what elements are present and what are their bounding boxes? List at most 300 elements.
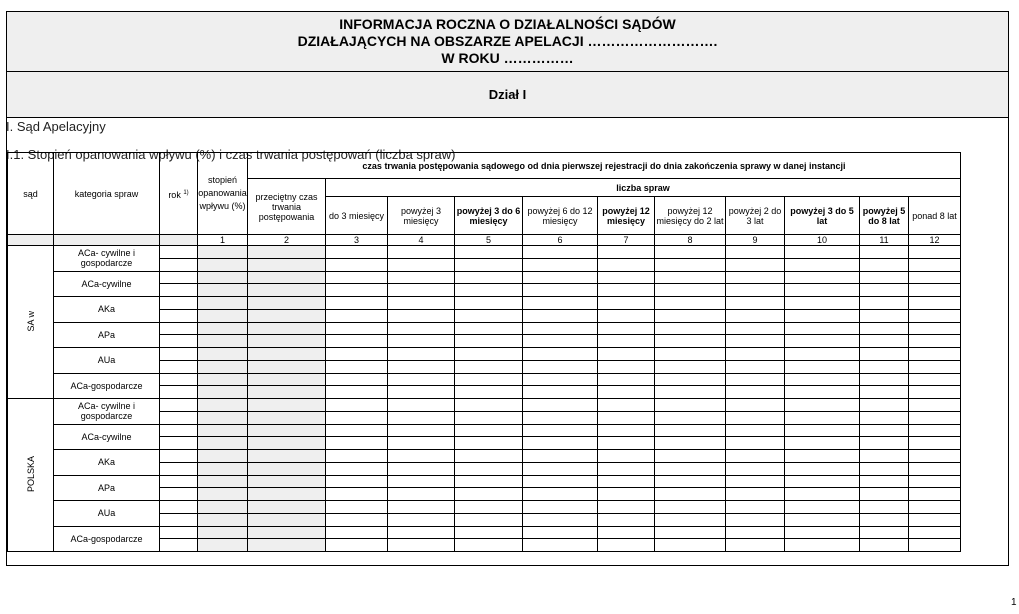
data-cell[interactable] bbox=[523, 462, 598, 475]
data-cell[interactable] bbox=[785, 373, 860, 386]
data-cell[interactable] bbox=[655, 360, 726, 373]
data-cell[interactable] bbox=[388, 399, 455, 412]
data-cell[interactable] bbox=[785, 411, 860, 424]
data-cell[interactable] bbox=[248, 462, 326, 475]
data-cell[interactable] bbox=[326, 322, 388, 335]
data-cell[interactable] bbox=[523, 246, 598, 259]
data-cell[interactable] bbox=[523, 424, 598, 437]
data-cell[interactable] bbox=[860, 335, 909, 348]
data-cell[interactable] bbox=[388, 526, 455, 539]
data-cell[interactable] bbox=[785, 246, 860, 259]
data-cell[interactable] bbox=[160, 284, 198, 297]
data-cell[interactable] bbox=[860, 297, 909, 310]
data-cell[interactable] bbox=[248, 501, 326, 514]
data-cell[interactable] bbox=[785, 271, 860, 284]
data-cell[interactable] bbox=[860, 539, 909, 552]
data-cell[interactable] bbox=[726, 284, 785, 297]
data-cell[interactable] bbox=[160, 258, 198, 271]
data-cell[interactable] bbox=[655, 539, 726, 552]
data-cell[interactable] bbox=[726, 437, 785, 450]
data-cell[interactable] bbox=[326, 258, 388, 271]
data-cell[interactable] bbox=[909, 360, 961, 373]
data-cell[interactable] bbox=[198, 437, 248, 450]
data-cell[interactable] bbox=[326, 437, 388, 450]
data-cell[interactable] bbox=[160, 437, 198, 450]
data-cell[interactable] bbox=[523, 513, 598, 526]
data-cell[interactable] bbox=[655, 437, 726, 450]
data-cell[interactable] bbox=[655, 411, 726, 424]
data-cell[interactable] bbox=[909, 322, 961, 335]
data-cell[interactable] bbox=[326, 360, 388, 373]
data-cell[interactable] bbox=[160, 462, 198, 475]
data-cell[interactable] bbox=[860, 526, 909, 539]
data-cell[interactable] bbox=[523, 335, 598, 348]
data-cell[interactable] bbox=[860, 360, 909, 373]
data-cell[interactable] bbox=[598, 386, 655, 399]
data-cell[interactable] bbox=[785, 309, 860, 322]
data-cell[interactable] bbox=[248, 271, 326, 284]
data-cell[interactable] bbox=[909, 475, 961, 488]
data-cell[interactable] bbox=[455, 450, 523, 463]
data-cell[interactable] bbox=[860, 322, 909, 335]
data-cell[interactable] bbox=[523, 386, 598, 399]
data-cell[interactable] bbox=[785, 462, 860, 475]
data-cell[interactable] bbox=[388, 386, 455, 399]
data-cell[interactable] bbox=[198, 360, 248, 373]
data-cell[interactable] bbox=[785, 348, 860, 361]
data-cell[interactable] bbox=[326, 335, 388, 348]
data-cell[interactable] bbox=[523, 437, 598, 450]
data-cell[interactable] bbox=[860, 424, 909, 437]
data-cell[interactable] bbox=[860, 462, 909, 475]
data-cell[interactable] bbox=[248, 360, 326, 373]
data-cell[interactable] bbox=[726, 450, 785, 463]
data-cell[interactable] bbox=[523, 411, 598, 424]
data-cell[interactable] bbox=[160, 526, 198, 539]
data-cell[interactable] bbox=[598, 411, 655, 424]
data-cell[interactable] bbox=[909, 424, 961, 437]
data-cell[interactable] bbox=[248, 450, 326, 463]
data-cell[interactable] bbox=[785, 488, 860, 501]
data-cell[interactable] bbox=[598, 437, 655, 450]
data-cell[interactable] bbox=[655, 450, 726, 463]
data-cell[interactable] bbox=[388, 513, 455, 526]
data-cell[interactable] bbox=[726, 513, 785, 526]
data-cell[interactable] bbox=[909, 335, 961, 348]
data-cell[interactable] bbox=[598, 450, 655, 463]
data-cell[interactable] bbox=[198, 501, 248, 514]
data-cell[interactable] bbox=[860, 501, 909, 514]
data-cell[interactable] bbox=[248, 386, 326, 399]
data-cell[interactable] bbox=[860, 399, 909, 412]
data-cell[interactable] bbox=[388, 284, 455, 297]
data-cell[interactable] bbox=[909, 539, 961, 552]
data-cell[interactable] bbox=[326, 501, 388, 514]
data-cell[interactable] bbox=[726, 271, 785, 284]
data-cell[interactable] bbox=[455, 360, 523, 373]
data-cell[interactable] bbox=[198, 450, 248, 463]
data-cell[interactable] bbox=[726, 360, 785, 373]
data-cell[interactable] bbox=[160, 399, 198, 412]
data-cell[interactable] bbox=[248, 348, 326, 361]
data-cell[interactable] bbox=[198, 258, 248, 271]
data-cell[interactable] bbox=[785, 501, 860, 514]
data-cell[interactable] bbox=[785, 424, 860, 437]
data-cell[interactable] bbox=[248, 399, 326, 412]
data-cell[interactable] bbox=[726, 373, 785, 386]
data-cell[interactable] bbox=[198, 526, 248, 539]
data-cell[interactable] bbox=[388, 450, 455, 463]
data-cell[interactable] bbox=[785, 450, 860, 463]
data-cell[interactable] bbox=[860, 411, 909, 424]
data-cell[interactable] bbox=[909, 246, 961, 259]
data-cell[interactable] bbox=[523, 309, 598, 322]
data-cell[interactable] bbox=[198, 488, 248, 501]
data-cell[interactable] bbox=[388, 373, 455, 386]
data-cell[interactable] bbox=[726, 424, 785, 437]
data-cell[interactable] bbox=[909, 297, 961, 310]
data-cell[interactable] bbox=[860, 309, 909, 322]
data-cell[interactable] bbox=[388, 424, 455, 437]
data-cell[interactable] bbox=[726, 475, 785, 488]
data-cell[interactable] bbox=[655, 297, 726, 310]
data-cell[interactable] bbox=[655, 399, 726, 412]
data-cell[interactable] bbox=[198, 386, 248, 399]
data-cell[interactable] bbox=[860, 488, 909, 501]
data-cell[interactable] bbox=[726, 411, 785, 424]
data-cell[interactable] bbox=[785, 399, 860, 412]
data-cell[interactable] bbox=[655, 246, 726, 259]
data-cell[interactable] bbox=[909, 373, 961, 386]
data-cell[interactable] bbox=[598, 424, 655, 437]
data-cell[interactable] bbox=[655, 475, 726, 488]
data-cell[interactable] bbox=[455, 437, 523, 450]
data-cell[interactable] bbox=[523, 271, 598, 284]
data-cell[interactable] bbox=[909, 526, 961, 539]
data-cell[interactable] bbox=[909, 309, 961, 322]
data-cell[interactable] bbox=[388, 271, 455, 284]
data-cell[interactable] bbox=[598, 246, 655, 259]
data-cell[interactable] bbox=[198, 475, 248, 488]
data-cell[interactable] bbox=[248, 258, 326, 271]
data-cell[interactable] bbox=[598, 526, 655, 539]
data-cell[interactable] bbox=[198, 462, 248, 475]
data-cell[interactable] bbox=[198, 373, 248, 386]
data-cell[interactable] bbox=[326, 348, 388, 361]
data-cell[interactable] bbox=[388, 309, 455, 322]
data-cell[interactable] bbox=[455, 411, 523, 424]
data-cell[interactable] bbox=[785, 335, 860, 348]
data-cell[interactable] bbox=[160, 424, 198, 437]
data-cell[interactable] bbox=[523, 284, 598, 297]
data-cell[interactable] bbox=[160, 360, 198, 373]
data-cell[interactable] bbox=[598, 348, 655, 361]
data-cell[interactable] bbox=[455, 526, 523, 539]
data-cell[interactable] bbox=[455, 284, 523, 297]
data-cell[interactable] bbox=[523, 526, 598, 539]
data-cell[interactable] bbox=[860, 284, 909, 297]
data-cell[interactable] bbox=[248, 246, 326, 259]
data-cell[interactable] bbox=[326, 297, 388, 310]
data-cell[interactable] bbox=[909, 501, 961, 514]
data-cell[interactable] bbox=[860, 246, 909, 259]
data-cell[interactable] bbox=[388, 335, 455, 348]
data-cell[interactable] bbox=[455, 246, 523, 259]
data-cell[interactable] bbox=[248, 335, 326, 348]
data-cell[interactable] bbox=[523, 475, 598, 488]
data-cell[interactable] bbox=[726, 348, 785, 361]
data-cell[interactable] bbox=[160, 309, 198, 322]
data-cell[interactable] bbox=[726, 309, 785, 322]
data-cell[interactable] bbox=[326, 488, 388, 501]
data-cell[interactable] bbox=[655, 258, 726, 271]
data-cell[interactable] bbox=[455, 488, 523, 501]
data-cell[interactable] bbox=[455, 258, 523, 271]
data-cell[interactable] bbox=[326, 246, 388, 259]
data-cell[interactable] bbox=[598, 271, 655, 284]
data-cell[interactable] bbox=[726, 335, 785, 348]
data-cell[interactable] bbox=[598, 284, 655, 297]
data-cell[interactable] bbox=[388, 258, 455, 271]
data-cell[interactable] bbox=[160, 450, 198, 463]
data-cell[interactable] bbox=[455, 348, 523, 361]
data-cell[interactable] bbox=[523, 360, 598, 373]
data-cell[interactable] bbox=[785, 258, 860, 271]
data-cell[interactable] bbox=[655, 322, 726, 335]
data-cell[interactable] bbox=[160, 488, 198, 501]
data-cell[interactable] bbox=[198, 322, 248, 335]
data-cell[interactable] bbox=[909, 488, 961, 501]
data-cell[interactable] bbox=[455, 373, 523, 386]
data-cell[interactable] bbox=[198, 297, 248, 310]
data-cell[interactable] bbox=[598, 539, 655, 552]
data-cell[interactable] bbox=[160, 373, 198, 386]
data-cell[interactable] bbox=[455, 309, 523, 322]
data-cell[interactable] bbox=[160, 322, 198, 335]
data-cell[interactable] bbox=[455, 513, 523, 526]
data-cell[interactable] bbox=[860, 475, 909, 488]
data-cell[interactable] bbox=[160, 539, 198, 552]
data-cell[interactable] bbox=[909, 462, 961, 475]
data-cell[interactable] bbox=[455, 501, 523, 514]
data-cell[interactable] bbox=[388, 297, 455, 310]
data-cell[interactable] bbox=[198, 513, 248, 526]
data-cell[interactable] bbox=[455, 399, 523, 412]
data-cell[interactable] bbox=[198, 246, 248, 259]
data-cell[interactable] bbox=[598, 475, 655, 488]
data-cell[interactable] bbox=[388, 475, 455, 488]
data-cell[interactable] bbox=[655, 386, 726, 399]
data-cell[interactable] bbox=[388, 488, 455, 501]
data-cell[interactable] bbox=[860, 373, 909, 386]
data-cell[interactable] bbox=[598, 373, 655, 386]
data-cell[interactable] bbox=[326, 462, 388, 475]
data-cell[interactable] bbox=[598, 360, 655, 373]
data-cell[interactable] bbox=[198, 271, 248, 284]
data-cell[interactable] bbox=[909, 258, 961, 271]
data-cell[interactable] bbox=[523, 322, 598, 335]
data-cell[interactable] bbox=[655, 501, 726, 514]
data-cell[interactable] bbox=[523, 297, 598, 310]
data-cell[interactable] bbox=[326, 411, 388, 424]
data-cell[interactable] bbox=[909, 450, 961, 463]
data-cell[interactable] bbox=[198, 424, 248, 437]
data-cell[interactable] bbox=[388, 462, 455, 475]
data-cell[interactable] bbox=[860, 271, 909, 284]
data-cell[interactable] bbox=[160, 348, 198, 361]
data-cell[interactable] bbox=[160, 335, 198, 348]
data-cell[interactable] bbox=[198, 348, 248, 361]
data-cell[interactable] bbox=[198, 335, 248, 348]
data-cell[interactable] bbox=[909, 271, 961, 284]
data-cell[interactable] bbox=[726, 539, 785, 552]
data-cell[interactable] bbox=[523, 399, 598, 412]
data-cell[interactable] bbox=[598, 462, 655, 475]
data-cell[interactable] bbox=[909, 411, 961, 424]
data-cell[interactable] bbox=[248, 322, 326, 335]
data-cell[interactable] bbox=[160, 271, 198, 284]
data-cell[interactable] bbox=[655, 348, 726, 361]
data-cell[interactable] bbox=[326, 450, 388, 463]
data-cell[interactable] bbox=[655, 513, 726, 526]
data-cell[interactable] bbox=[248, 539, 326, 552]
data-cell[interactable] bbox=[198, 284, 248, 297]
data-cell[interactable] bbox=[726, 322, 785, 335]
data-cell[interactable] bbox=[388, 437, 455, 450]
data-cell[interactable] bbox=[388, 539, 455, 552]
data-cell[interactable] bbox=[455, 335, 523, 348]
data-cell[interactable] bbox=[455, 462, 523, 475]
data-cell[interactable] bbox=[523, 258, 598, 271]
data-cell[interactable] bbox=[455, 297, 523, 310]
data-cell[interactable] bbox=[160, 501, 198, 514]
data-cell[interactable] bbox=[248, 424, 326, 437]
data-cell[interactable] bbox=[388, 411, 455, 424]
data-cell[interactable] bbox=[455, 271, 523, 284]
data-cell[interactable] bbox=[455, 424, 523, 437]
data-cell[interactable] bbox=[726, 399, 785, 412]
data-cell[interactable] bbox=[598, 501, 655, 514]
data-cell[interactable] bbox=[785, 297, 860, 310]
data-cell[interactable] bbox=[726, 462, 785, 475]
data-cell[interactable] bbox=[326, 475, 388, 488]
data-cell[interactable] bbox=[326, 539, 388, 552]
data-cell[interactable] bbox=[248, 526, 326, 539]
data-cell[interactable] bbox=[909, 386, 961, 399]
data-cell[interactable] bbox=[726, 297, 785, 310]
data-cell[interactable] bbox=[326, 373, 388, 386]
data-cell[interactable] bbox=[909, 284, 961, 297]
data-cell[interactable] bbox=[248, 513, 326, 526]
data-cell[interactable] bbox=[860, 348, 909, 361]
data-cell[interactable] bbox=[785, 284, 860, 297]
data-cell[interactable] bbox=[598, 322, 655, 335]
data-cell[interactable] bbox=[860, 437, 909, 450]
data-cell[interactable] bbox=[598, 488, 655, 501]
data-cell[interactable] bbox=[388, 501, 455, 514]
data-cell[interactable] bbox=[785, 475, 860, 488]
data-cell[interactable] bbox=[160, 513, 198, 526]
data-cell[interactable] bbox=[198, 399, 248, 412]
data-cell[interactable] bbox=[388, 360, 455, 373]
data-cell[interactable] bbox=[326, 271, 388, 284]
data-cell[interactable] bbox=[455, 386, 523, 399]
data-cell[interactable] bbox=[388, 348, 455, 361]
data-cell[interactable] bbox=[860, 450, 909, 463]
data-cell[interactable] bbox=[160, 475, 198, 488]
data-cell[interactable] bbox=[523, 348, 598, 361]
data-cell[interactable] bbox=[655, 335, 726, 348]
data-cell[interactable] bbox=[326, 386, 388, 399]
data-cell[interactable] bbox=[248, 297, 326, 310]
data-cell[interactable] bbox=[326, 424, 388, 437]
data-cell[interactable] bbox=[726, 246, 785, 259]
data-cell[interactable] bbox=[860, 513, 909, 526]
data-cell[interactable] bbox=[860, 386, 909, 399]
data-cell[interactable] bbox=[248, 284, 326, 297]
data-cell[interactable] bbox=[655, 462, 726, 475]
data-cell[interactable] bbox=[388, 322, 455, 335]
data-cell[interactable] bbox=[455, 322, 523, 335]
data-cell[interactable] bbox=[326, 309, 388, 322]
data-cell[interactable] bbox=[455, 475, 523, 488]
data-cell[interactable] bbox=[326, 513, 388, 526]
data-cell[interactable] bbox=[523, 539, 598, 552]
data-cell[interactable] bbox=[726, 488, 785, 501]
data-cell[interactable] bbox=[860, 258, 909, 271]
data-cell[interactable] bbox=[909, 513, 961, 526]
data-cell[interactable] bbox=[198, 309, 248, 322]
data-cell[interactable] bbox=[785, 386, 860, 399]
data-cell[interactable] bbox=[785, 526, 860, 539]
data-cell[interactable] bbox=[160, 386, 198, 399]
data-cell[interactable] bbox=[909, 437, 961, 450]
data-cell[interactable] bbox=[785, 513, 860, 526]
data-cell[interactable] bbox=[198, 539, 248, 552]
data-cell[interactable] bbox=[455, 539, 523, 552]
data-cell[interactable] bbox=[909, 348, 961, 361]
data-cell[interactable] bbox=[785, 539, 860, 552]
data-cell[interactable] bbox=[726, 258, 785, 271]
data-cell[interactable] bbox=[785, 322, 860, 335]
data-cell[interactable] bbox=[523, 373, 598, 386]
data-cell[interactable] bbox=[655, 271, 726, 284]
data-cell[interactable] bbox=[388, 246, 455, 259]
data-cell[interactable] bbox=[598, 258, 655, 271]
data-cell[interactable] bbox=[326, 399, 388, 412]
data-cell[interactable] bbox=[655, 488, 726, 501]
data-cell[interactable] bbox=[655, 424, 726, 437]
data-cell[interactable] bbox=[785, 437, 860, 450]
data-cell[interactable] bbox=[248, 475, 326, 488]
data-cell[interactable] bbox=[726, 526, 785, 539]
data-cell[interactable] bbox=[248, 488, 326, 501]
data-cell[interactable] bbox=[785, 360, 860, 373]
data-cell[interactable] bbox=[326, 526, 388, 539]
data-cell[interactable] bbox=[726, 386, 785, 399]
data-cell[interactable] bbox=[598, 297, 655, 310]
data-cell[interactable] bbox=[248, 437, 326, 450]
data-cell[interactable] bbox=[598, 309, 655, 322]
data-cell[interactable] bbox=[523, 488, 598, 501]
data-cell[interactable] bbox=[160, 246, 198, 259]
data-cell[interactable] bbox=[655, 309, 726, 322]
data-cell[interactable] bbox=[909, 399, 961, 412]
data-cell[interactable] bbox=[598, 399, 655, 412]
data-cell[interactable] bbox=[655, 526, 726, 539]
data-cell[interactable] bbox=[598, 335, 655, 348]
data-cell[interactable] bbox=[248, 309, 326, 322]
